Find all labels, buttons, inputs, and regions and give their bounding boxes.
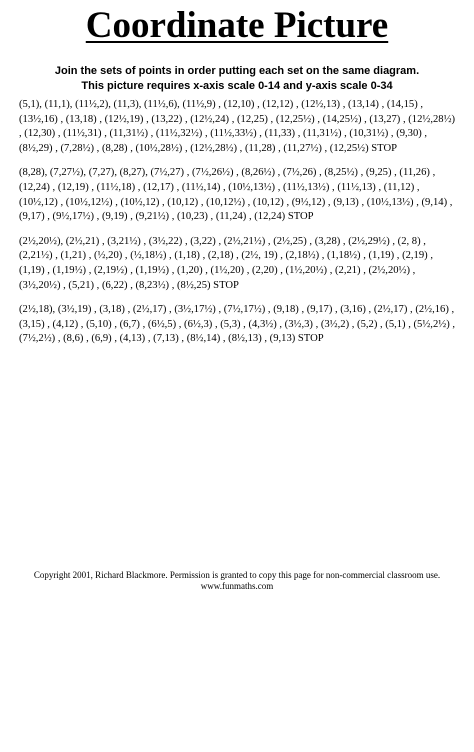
point-set-2: (8,28), (7,27½), (7,27), (8,27), (7½,27) , (7½,26½) , (8,26½) , (7½,26) , (8,25½) , (9,25) , (11,26) , (12,24) , (12,19) , (11½,18) , (12,17) , (11½,14) , (10½,13½) , (11½,13½) , (11½,13) , (11,12) , (10½,12) , (10½,12½) , (10½,12) , (10,12) , (10,12½) , (10,12) , (9½,12) , (9,13) , (10½,13½) , (9,14) , (9,17) , (9½,17½) , (9,19) , (9,21½) , (10,23) , (11,24) , (12,24) STOP [19,167,453,223]
instructions-line-2: This picture requires x-axis scale 0-14 and y-axis scale 0-34 [81,80,393,92]
instructions-line-1: Join the sets of points in order putting each set on the same diagram. [54,65,420,77]
page-title: Coordinate Picture [85,5,389,46]
point-set-4: (2½,18), (3½,19) , (3,18) , (2½,17) , (3½,17½) , (7½,17½) , (9,18) , (9,17) , (3,16) , (2½,17) , (2½,16) , (3,15) , (4,12) , (5,10) , (6,7) , (6½,5) , (6½,3) , (5,3) , (4,3½) , (3½,3) , (3½,2) , (5,2) , (5,1) , (5½,2½) , (7½,2½) , (8,6) , (6,9) , (4,13) , (7,13) , (8½,14) , (8½,13) , (9,13) STOP [19,304,456,345]
instructions [0,64,474,94]
copyright-footer [0,570,474,592]
point-set-3: (2½,20½), (2½,21) , (3,21½) , (3½,22) , (3,22) , (2½,21½) , (2½,25) , (3,28) , (2½,29½) , (2, 8) , (2,21½) , (1,21) , (½,20) , (½,18½) , (1,18) , (2,18) , (2½, 19) , (2,18½) , (1,18½) , (1,19) , (2,19) , (1,19) , (1,19½) , (2,19½) , (1,19½) , (1,20) , (1½,20) , (2,20) , (1½,20½) , (2,21) , (2½,20½) , (3½,20½) , (5,21) , (6,22) , (8,23½) , (8½,25) STOP [19,235,433,291]
point-set-1: (5,1), (11,1), (11½,2), (11,3), (11½,6), (11½,9) , (12,10) , (12,12) , (12½,13) , (13,14) , (14,15) , (13½,16) , (13,18) , (12½,19) , (13,22) , (12½,24) , (12,25) , (12,25½) , (14,25½) , (13,27) , (12½,28½) , (12,30) , (11½,31) , (11,31½) , (11½,32½) , (11½,33½) , (11,33) , (11,31½) , (10,31½) , (9,30) , (8½,29) , (7,28½) , (8,28) , (10½,28½) , (12½,28½) , (11,28) , (11,27½) , (12,25½) STOP [19,99,456,154]
website-link[interactable]: www.funmaths.com [200,581,274,591]
point-sets [19,98,459,357]
copyright-text: Copyright 2001, Richard Blackmore. Permission is granted to copy this page for non-commercial classroom use. [33,570,441,580]
